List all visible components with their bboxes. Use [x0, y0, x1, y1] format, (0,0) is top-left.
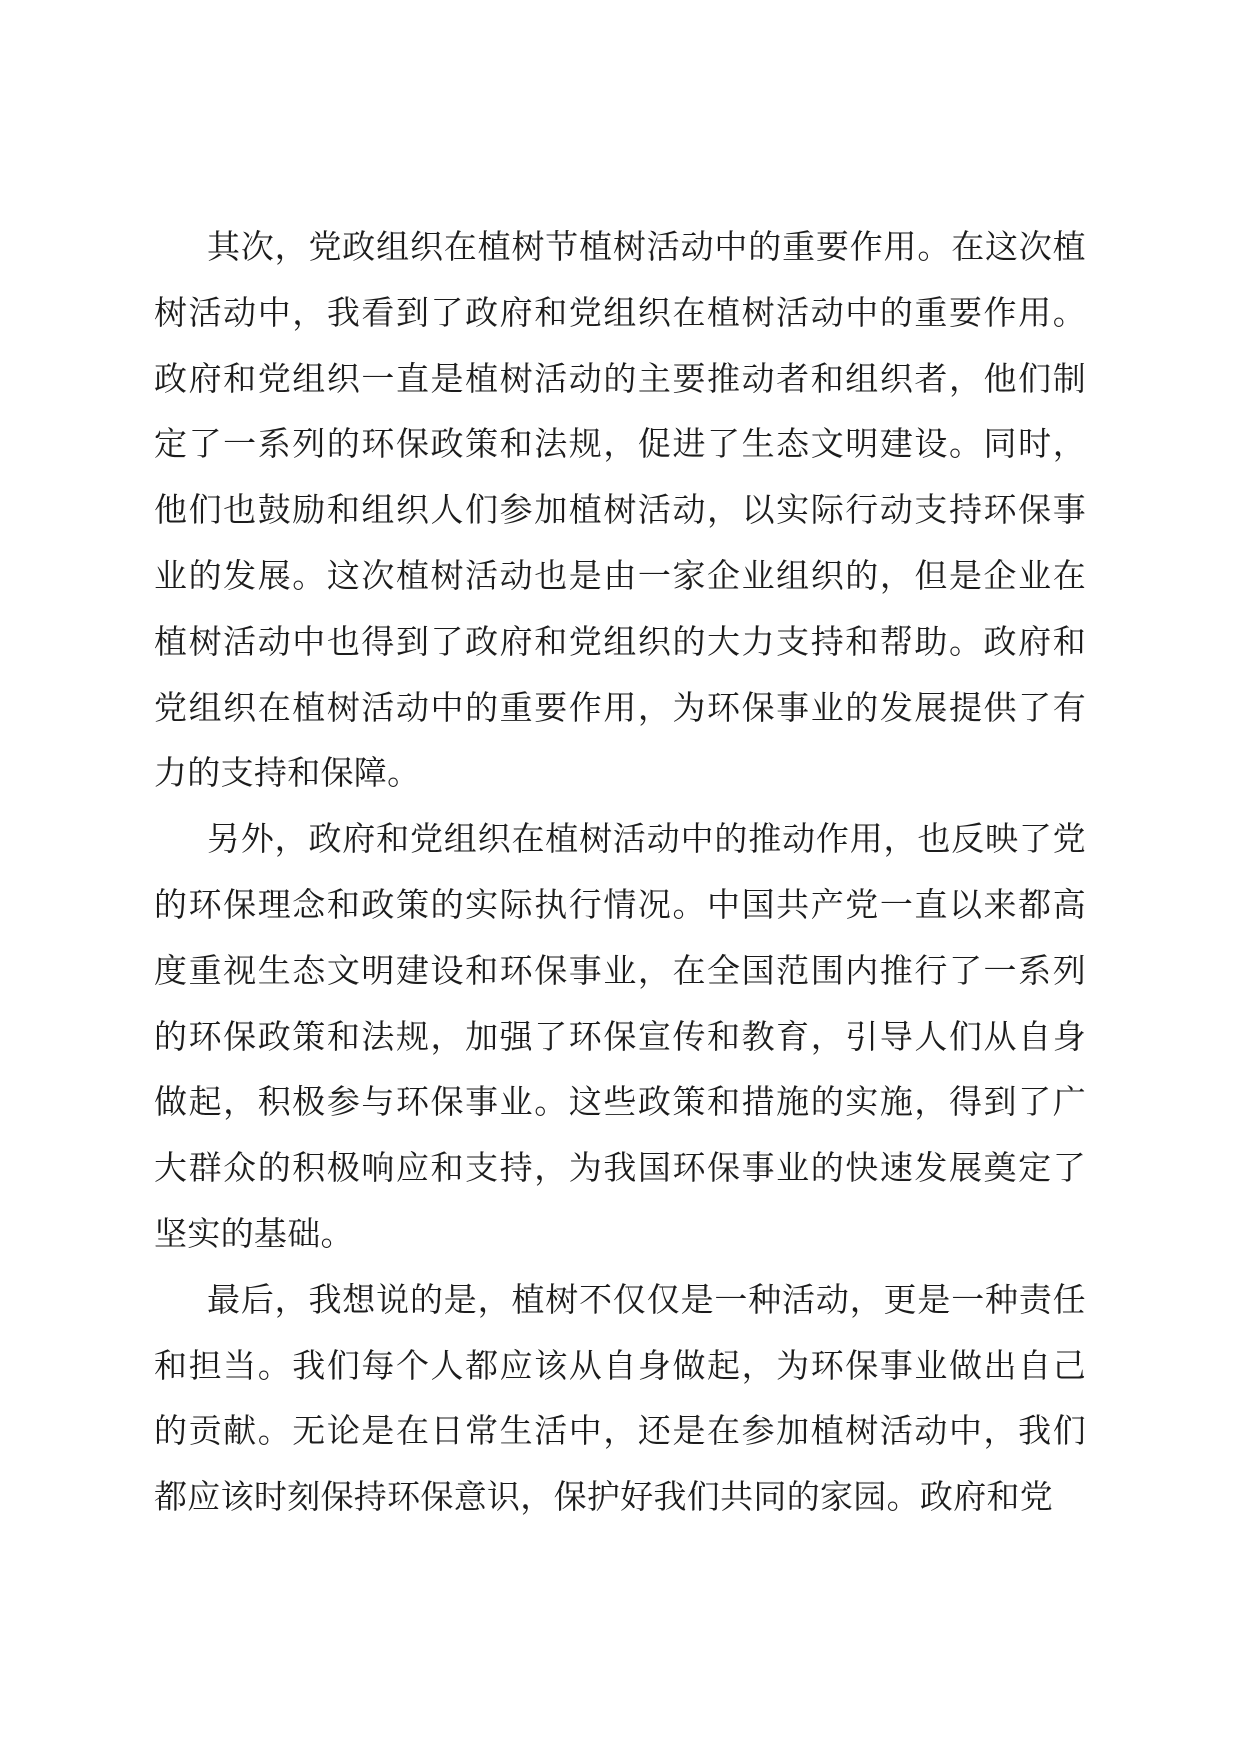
paragraph-party-organization-role: 其次，党政组织在植树节植树活动中的重要作用。在这次植树活动中，我看到了政府和党组织在植树活动中的重要作用。政府和党组织一直是植树活动的主要推动者和组织者，他们制定了一系列的环保政策和法规，促进了生态文明建设。同时，他们也鼓励和组织人们参加植树活动，以实际行动支持环保事业的发展。这次植树活动也是由一家企业组织的，但是企业在植树活动中也得到了政府和党组织的大力支持和帮助。政府和党组织在植树活动中的重要作用，为环保事业的发展提供了有力的支持和保障。	[154, 227, 1086, 793]
document-body	[154, 214, 1086, 1530]
paragraph-conclusion: 最后，我想说的是，植树不仅仅是一种活动，更是一种责任和担当。我们每个人都应该从自身做起，为环保事业做出自己的贡献。无论是在日常生活中，还是在参加植树活动中，我们都应该时刻保持环保意识，保护好我们共同的家园。政府和党	[154, 1279, 1086, 1517]
paragraph-policy-implementation: 另外，政府和党组织在植树活动中的推动作用，也反映了党的环保理念和政策的实际执行情况。中国共产党一直以来都高度重视生态文明建设和环保事业，在全国范围内推行了一系列的环保政策和法规，加强了环保宣传和教育，引导人们从自身做起，积极参与环保事业。这些政策和措施的实施，得到了广大群众的积极响应和支持，为我国环保事业的快速发展奠定了坚实的基础。	[154, 819, 1086, 1253]
